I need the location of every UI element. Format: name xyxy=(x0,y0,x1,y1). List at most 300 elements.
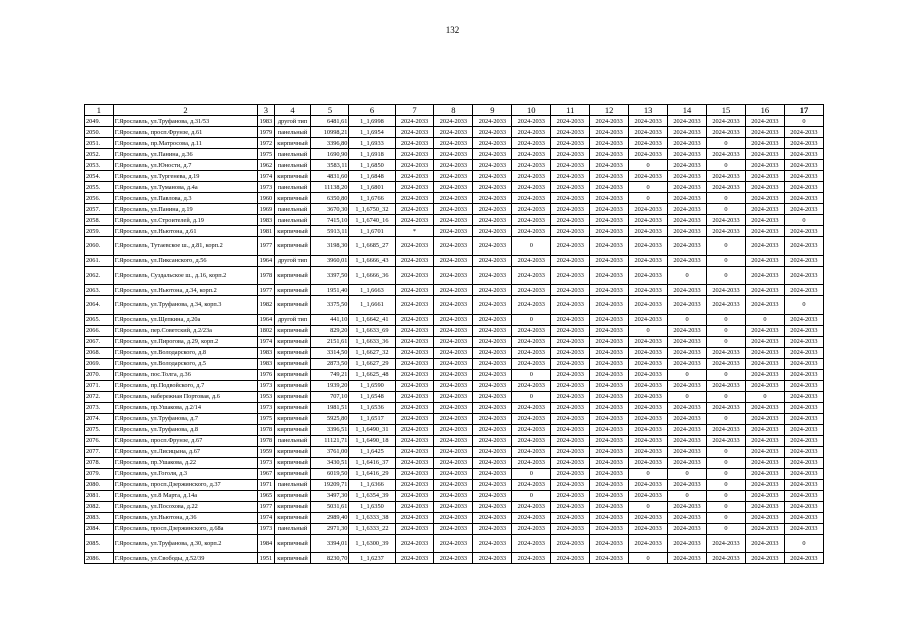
cell-house-code: 1_1,6590 xyxy=(349,380,395,391)
cell-house-code: 1_1,6425 xyxy=(349,446,395,457)
cell-period-9: 2024-2033 xyxy=(473,512,512,523)
table-row xyxy=(85,347,824,358)
cell-address: Г.Ярославль, ул.Тургенева, д.19 xyxy=(113,171,258,182)
cell-period-12: 2024-2033 xyxy=(590,424,629,435)
cell-period-11: 2024-2033 xyxy=(551,255,590,266)
cell-year-built: 1978 xyxy=(258,266,274,285)
cell-period-12: 2024-2033 xyxy=(590,391,629,402)
cell-period-17: 2024-2033 xyxy=(784,226,823,237)
cell-period-10: 2024-2033 xyxy=(512,204,551,215)
cell-period-13: 2024-2033 xyxy=(629,512,668,523)
cell-area: 707,10 xyxy=(311,391,349,402)
cell-period-14: 2024-2033 xyxy=(668,553,707,564)
cell-address: Г.Ярославль, ул.Ньютона, д.61 xyxy=(113,226,258,237)
cell-period-13: 2024-2033 xyxy=(629,347,668,358)
cell-period-8: 2024-2033 xyxy=(434,534,473,553)
cell-period-10: 2024-2033 xyxy=(512,553,551,564)
header-row xyxy=(85,105,824,116)
cell-house-code: 1_1,6633_69 xyxy=(349,325,395,336)
cell-wall-material: кирпичный xyxy=(274,369,311,380)
cell-period-14: 2024-2033 xyxy=(668,336,707,347)
cell-period-12: 2024-2033 xyxy=(590,116,629,127)
cell-period-9: 2024-2033 xyxy=(473,446,512,457)
cell-period-13: 0 xyxy=(629,193,668,204)
cell-year-built: 1974 xyxy=(259,514,273,521)
table-body xyxy=(85,116,824,564)
column-header-10: 10 xyxy=(512,105,551,116)
cell-period-7: 2024-2033 xyxy=(395,424,434,435)
cell-period-13: 0 xyxy=(629,182,668,193)
cell-period-7: 2024-2033 xyxy=(395,369,434,380)
table-row xyxy=(85,391,824,402)
cell-period-9: 2024-2033 xyxy=(473,501,512,512)
table-row xyxy=(85,413,824,424)
cell-house-code: 1_1,6490_31 xyxy=(349,424,395,435)
cell-row-number: 2071. xyxy=(85,380,114,391)
cell-period-16: 2024-2033 xyxy=(745,435,784,446)
cell-period-16: 2024-2033 xyxy=(745,468,784,479)
cell-period-7: 2024-2033 xyxy=(395,116,434,127)
cell-row-number: 2050. xyxy=(85,127,114,138)
cell-house-code: 1_1,6661 xyxy=(349,296,395,315)
cell-area: 11138,20 xyxy=(311,182,349,193)
cell-address: Г.Ярославль, ул.Володарского, д.5 xyxy=(113,358,258,369)
cell-period-17: 2024-2033 xyxy=(784,358,823,369)
cell-period-9: 2024-2033 xyxy=(473,325,512,336)
cell-period-15: 2024-2033 xyxy=(707,402,746,413)
cell-period-7: 2024-2033 xyxy=(395,358,434,369)
table-row xyxy=(85,255,824,266)
cell-row-number: 2055. xyxy=(85,182,114,193)
cell-period-12: 2024-2033 xyxy=(590,160,629,171)
cell-house-code: 1_1,6701 xyxy=(349,226,395,237)
cell-address: Г.Ярославль, ул.Лисицына, д.67 xyxy=(113,446,258,457)
cell-period-10: 0 xyxy=(512,468,551,479)
cell-period-11: 2024-2033 xyxy=(551,237,590,256)
cell-period-16: 2024-2033 xyxy=(745,369,784,380)
cell-house-code: 1_1,6548 xyxy=(349,391,395,402)
table-row xyxy=(85,138,824,149)
cell-area: 19209,71 xyxy=(311,479,349,490)
cell-row-number: 2083. xyxy=(85,512,114,523)
cell-year-built: 1977 xyxy=(259,286,273,294)
cell-address: Г.Ярославль, ул.Панина, д.36 xyxy=(113,149,258,160)
cell-period-16: 2024-2033 xyxy=(745,160,784,171)
table-row xyxy=(85,226,824,237)
cell-house-code: 1_1,6685_27 xyxy=(349,237,395,256)
cell-house-code: 1_1,6333_22 xyxy=(349,523,395,534)
cell-period-8: 2024-2033 xyxy=(434,457,473,468)
cell-row-number: 2052. xyxy=(85,149,114,160)
cell-period-8: 2024-2033 xyxy=(434,325,473,336)
cell-wall-material: панельный xyxy=(274,435,311,446)
cell-period-11: 2024-2033 xyxy=(551,380,590,391)
cell-period-16: 2024-2033 xyxy=(745,446,784,457)
cell-period-14: 2024-2033 xyxy=(668,237,707,256)
cell-year-built: 1978 xyxy=(259,437,273,444)
cell-row-number: 2059. xyxy=(85,226,114,237)
cell-period-7: 2024-2033 xyxy=(395,336,434,347)
cell-period-8: 2024-2033 xyxy=(434,435,473,446)
cell-period-9: 2024-2033 xyxy=(473,138,512,149)
cell-period-14: 2024-2033 xyxy=(668,149,707,160)
cell-period-12: 2024-2033 xyxy=(590,534,629,553)
table-row xyxy=(85,204,824,215)
cell-area: 3960,01 xyxy=(311,255,349,266)
cell-row-number: 2072. xyxy=(85,391,114,402)
cell-period-13: 0 xyxy=(629,501,668,512)
cell-period-13: 2024-2033 xyxy=(629,523,668,534)
cell-period-8: 2024-2033 xyxy=(434,116,473,127)
cell-wall-material: кирпичный xyxy=(274,553,311,564)
cell-period-13: 2024-2033 xyxy=(629,204,668,215)
cell-period-12: 2024-2033 xyxy=(590,501,629,512)
cell-period-13: 2024-2033 xyxy=(629,457,668,468)
cell-period-9: 2024-2033 xyxy=(473,358,512,369)
cell-period-15: 0 xyxy=(707,391,746,402)
cell-period-9: 2024-2033 xyxy=(473,193,512,204)
cell-period-15: 2024-2033 xyxy=(707,296,746,315)
cell-period-16: 2024-2033 xyxy=(745,116,784,127)
cell-period-17: 2024-2033 xyxy=(784,127,823,138)
cell-house-code: 1_1,6416_29 xyxy=(349,468,395,479)
cell-area: 3397,50 xyxy=(311,266,349,285)
cell-period-7: 2024-2033 xyxy=(395,446,434,457)
table-row xyxy=(85,479,824,490)
cell-period-8: 2024-2033 xyxy=(434,424,473,435)
cell-period-15: 0 xyxy=(707,204,746,215)
cell-period-8: 2024-2033 xyxy=(434,402,473,413)
cell-period-16: 2024-2033 xyxy=(745,347,784,358)
cell-period-10: 2024-2033 xyxy=(512,193,551,204)
cell-period-15: 0 xyxy=(707,369,746,380)
cell-period-13: 2024-2033 xyxy=(629,446,668,457)
cell-house-code: 1_1,6740_16 xyxy=(349,215,395,226)
cell-house-code: 1_1,6848 xyxy=(349,171,395,182)
cell-period-17: 2024-2033 xyxy=(784,457,823,468)
cell-period-12: 2024-2033 xyxy=(590,182,629,193)
column-header-5: 5 xyxy=(311,105,349,116)
cell-period-10: 2024-2033 xyxy=(512,255,551,266)
cell-wall-material: кирпичный xyxy=(274,296,311,315)
cell-period-7: 2024-2033 xyxy=(395,501,434,512)
table-row xyxy=(85,237,824,256)
cell-period-16: 2024-2033 xyxy=(745,490,784,501)
cell-row-number: 2069. xyxy=(85,358,114,369)
cell-period-17: 2024-2033 xyxy=(784,553,823,564)
cell-period-10: 2024-2033 xyxy=(512,296,551,315)
cell-period-15: 2024-2033 xyxy=(707,171,746,182)
cell-period-17: 2024-2033 xyxy=(784,468,823,479)
cell-wall-material: кирпичный xyxy=(274,512,311,523)
cell-period-9: 2024-2033 xyxy=(473,479,512,490)
cell-period-14: 0 xyxy=(668,490,707,501)
cell-period-7: 2024-2033 xyxy=(395,457,434,468)
cell-period-17: 2024-2033 xyxy=(784,523,823,534)
cell-house-code: 1_1,6954 xyxy=(349,127,395,138)
cell-wall-material: панельный xyxy=(274,204,311,215)
cell-area: 5031,61 xyxy=(311,501,349,512)
cell-period-17: 2024-2033 xyxy=(784,446,823,457)
cell-period-10: 2024-2033 xyxy=(512,512,551,523)
cell-period-11: 2024-2033 xyxy=(551,501,590,512)
cell-period-7: 2024-2033 xyxy=(395,402,434,413)
cell-period-15: 2024-2033 xyxy=(707,358,746,369)
cell-area: 10998,21 xyxy=(311,127,349,138)
cell-period-15: 2024-2033 xyxy=(707,435,746,446)
cell-period-17: 2024-2033 xyxy=(784,347,823,358)
cell-period-17: 2024-2033 xyxy=(784,501,823,512)
cell-address: Г.Ярославль, пр.Ушакова, д.2/14 xyxy=(113,402,258,413)
cell-period-11: 2024-2033 xyxy=(551,468,590,479)
cell-area: 8230,70 xyxy=(311,553,349,564)
column-header-12: 12 xyxy=(590,105,629,116)
cell-wall-material: кирпичный xyxy=(274,424,311,435)
cell-address: Г.Ярославль, просп.Дзержинского, д.68а xyxy=(113,523,258,534)
cell-period-12: 2024-2033 xyxy=(590,296,629,315)
cell-period-16: 0 xyxy=(745,314,784,325)
cell-period-9: 2024-2033 xyxy=(473,553,512,564)
cell-row-number: 2080. xyxy=(85,479,114,490)
cell-period-11: 2024-2033 xyxy=(551,553,590,564)
page-number: 132 xyxy=(445,25,460,35)
cell-wall-material: кирпичный xyxy=(274,325,311,336)
cell-period-13: 0 xyxy=(629,160,668,171)
cell-address: Г.Ярославль, набережная Портовая, д.6 xyxy=(113,391,258,402)
table-row xyxy=(85,512,824,523)
cell-wall-material: кирпичный xyxy=(274,138,311,149)
cell-wall-material: другой тип xyxy=(274,116,311,127)
cell-address: Г.Ярославль, пр.Ушакова, д.22 xyxy=(113,457,258,468)
cell-period-15: 0 xyxy=(707,413,746,424)
cell-address: Г.Ярославль, ул.Гоголя, д.3 xyxy=(113,468,258,479)
cell-period-13: 2024-2033 xyxy=(629,296,668,315)
cell-period-10: 2024-2033 xyxy=(512,457,551,468)
column-header-13: 13 xyxy=(629,105,668,116)
cell-period-17: 2024-2033 xyxy=(784,255,823,266)
cell-period-12: 2024-2033 xyxy=(590,369,629,380)
cell-period-13: 2024-2033 xyxy=(629,490,668,501)
cell-period-16: 2024-2033 xyxy=(745,358,784,369)
column-header-8: 8 xyxy=(434,105,473,116)
cell-period-12: 2024-2033 xyxy=(590,266,629,285)
cell-wall-material: кирпичный xyxy=(274,237,311,256)
cell-period-7: 2024-2033 xyxy=(395,138,434,149)
cell-house-code: 1_1,6633_36 xyxy=(349,336,395,347)
cell-period-9: 2024-2033 xyxy=(473,457,512,468)
cell-period-16: 2024-2033 xyxy=(745,182,784,193)
cell-period-12: 2024-2033 xyxy=(590,171,629,182)
cell-period-10: 0 xyxy=(512,314,551,325)
cell-period-17: 2024-2033 xyxy=(784,285,823,296)
cell-house-code: 1_1,6642_41 xyxy=(349,314,395,325)
cell-period-8: 2024-2033 xyxy=(434,446,473,457)
cell-row-number: 2063. xyxy=(85,285,114,296)
cell-wall-material: кирпичный xyxy=(274,402,311,413)
cell-period-14: 2024-2033 xyxy=(668,182,707,193)
cell-period-12: 2024-2033 xyxy=(590,358,629,369)
cell-address: Г.Ярославль, ул.Пиксанского, д.56 xyxy=(113,255,258,266)
cell-period-14: 2024-2033 xyxy=(668,512,707,523)
cell-period-14: 2024-2033 xyxy=(668,347,707,358)
cell-period-7: 2024-2033 xyxy=(395,285,434,296)
cell-period-7: 2024-2033 xyxy=(395,512,434,523)
cell-address: Г.Ярославль, просп.Фрунзе, д.67 xyxy=(113,435,258,446)
table-row xyxy=(85,457,824,468)
column-header-9: 9 xyxy=(473,105,512,116)
cell-house-code: 1_1,6536 xyxy=(349,402,395,413)
cell-period-10: 2024-2033 xyxy=(512,523,551,534)
cell-period-17: 2024-2033 xyxy=(784,413,823,424)
cell-area: 3394,01 xyxy=(311,534,349,553)
cell-period-16: 2024-2033 xyxy=(745,285,784,296)
column-header-16: 16 xyxy=(745,105,784,116)
cell-row-number: 2068. xyxy=(85,347,114,358)
cell-row-number: 2061. xyxy=(85,255,114,266)
cell-period-8: 2024-2033 xyxy=(434,127,473,138)
cell-period-12: 2024-2033 xyxy=(590,435,629,446)
cell-year-built: 1965 xyxy=(259,492,273,499)
cell-period-15: 2024-2033 xyxy=(707,215,746,226)
cell-period-9: 2024-2033 xyxy=(473,285,512,296)
cell-wall-material: панельный xyxy=(274,479,311,490)
cell-year-built: 1962 xyxy=(259,161,273,169)
cell-area: 6019,50 xyxy=(311,468,349,479)
cell-area: 3670,30 xyxy=(311,204,349,215)
cell-area: 1939,20 xyxy=(311,380,349,391)
cell-period-15: 2024-2033 xyxy=(707,380,746,391)
cell-period-9: 2024-2033 xyxy=(473,127,512,138)
cell-period-17: 2024-2033 xyxy=(784,266,823,285)
cell-period-12: 2024-2033 xyxy=(590,255,629,266)
cell-period-8: 2024-2033 xyxy=(434,182,473,193)
cell-period-7: 2024-2033 xyxy=(395,171,434,182)
cell-period-11: 2024-2033 xyxy=(551,435,590,446)
cell-address: Г.Ярославль, ул.Панина, д.19 xyxy=(113,204,258,215)
cell-period-17: 2024-2033 xyxy=(784,325,823,336)
cell-period-14: 0 xyxy=(668,266,707,285)
cell-period-15: 2024-2033 xyxy=(707,127,746,138)
cell-period-9: 2024-2033 xyxy=(473,523,512,534)
cell-period-7: 2024-2033 xyxy=(395,296,434,315)
cell-period-10: 0 xyxy=(512,490,551,501)
cell-row-number: 2084. xyxy=(85,523,114,534)
table-row xyxy=(85,182,824,193)
cell-period-8: 2024-2033 xyxy=(434,490,473,501)
cell-wall-material: кирпичный xyxy=(274,391,311,402)
cell-period-10: 2024-2033 xyxy=(512,325,551,336)
cell-period-15: 0 xyxy=(707,160,746,171)
table-row xyxy=(85,424,824,435)
cell-period-8: 2024-2033 xyxy=(434,138,473,149)
cell-period-8: 2024-2033 xyxy=(434,413,473,424)
cell-period-7: 2024-2033 xyxy=(395,479,434,490)
cell-row-number: 2060. xyxy=(85,237,114,256)
cell-row-number: 2066. xyxy=(85,325,114,336)
cell-period-9: 2024-2033 xyxy=(473,182,512,193)
cell-period-12: 2024-2033 xyxy=(590,413,629,424)
cell-address: Г.Ярославль, ул.Труфанова, д.31/53 xyxy=(113,116,258,127)
cell-house-code: 1_1,6933 xyxy=(349,138,395,149)
cell-wall-material: панельный xyxy=(274,182,311,193)
cell-area: 2971,30 xyxy=(311,523,349,534)
cell-period-7: 2024-2033 xyxy=(395,127,434,138)
cell-period-9: 2024-2033 xyxy=(473,226,512,237)
cell-period-13: 2024-2033 xyxy=(629,380,668,391)
cell-period-13: 0 xyxy=(629,325,668,336)
cell-period-8: 2024-2033 xyxy=(434,501,473,512)
cell-period-12: 2024-2033 xyxy=(590,149,629,160)
cell-period-12: 2024-2033 xyxy=(590,204,629,215)
cell-period-10: 2024-2033 xyxy=(512,266,551,285)
column-header-6: 6 xyxy=(349,105,395,116)
cell-period-17: 2024-2033 xyxy=(784,160,823,171)
cell-year-built: 1969 xyxy=(259,205,273,213)
cell-house-code: 1_1,6666_36 xyxy=(349,266,395,285)
cell-period-7: 2024-2033 xyxy=(395,435,434,446)
table-row xyxy=(85,266,824,285)
cell-house-code: 1_1,6237 xyxy=(349,553,395,564)
cell-address: Г.Ярославль, ул.Труфанова, д.8 xyxy=(113,424,258,435)
cell-year-built: 1979 xyxy=(259,128,273,136)
cell-period-17: 2024-2033 xyxy=(784,424,823,435)
table-row xyxy=(85,336,824,347)
cell-period-14: 2024-2033 xyxy=(668,138,707,149)
cell-area: 11121,71 xyxy=(311,435,349,446)
cell-period-13: 2024-2033 xyxy=(629,266,668,285)
cell-period-9: 2024-2033 xyxy=(473,347,512,358)
cell-address: Г.Ярославль, пр.Подвойского, д.7 xyxy=(113,380,258,391)
column-header-17: 17 xyxy=(784,105,823,116)
cell-wall-material: другой тип xyxy=(274,255,311,266)
cell-row-number: 2086. xyxy=(85,553,114,564)
cell-period-11: 2024-2033 xyxy=(551,479,590,490)
table-row xyxy=(85,553,824,564)
cell-period-15: 2024-2033 xyxy=(707,226,746,237)
cell-period-11: 2024-2033 xyxy=(551,127,590,138)
cell-period-11: 2024-2033 xyxy=(551,413,590,424)
cell-period-13: 2024-2033 xyxy=(629,391,668,402)
cell-house-code: 1_1,6333_38 xyxy=(349,512,395,523)
cell-year-built: 1964 xyxy=(259,257,273,264)
cell-row-number: 2064. xyxy=(85,296,114,315)
cell-period-8: 2024-2033 xyxy=(434,512,473,523)
cell-period-15: 0 xyxy=(707,193,746,204)
cell-wall-material: кирпичный xyxy=(274,266,311,285)
cell-period-12: 2024-2033 xyxy=(590,127,629,138)
cell-period-9: 2024-2033 xyxy=(473,369,512,380)
cell-period-11: 2024-2033 xyxy=(551,336,590,347)
cell-address: Г.Ярославль, Тутаевское ш., д.81, корп.2 xyxy=(113,237,258,256)
cell-period-11: 2024-2033 xyxy=(551,204,590,215)
table-row xyxy=(85,296,824,315)
cell-period-14: 2024-2033 xyxy=(668,215,707,226)
cell-period-16: 2024-2033 xyxy=(745,226,784,237)
cell-period-9: 2024-2033 xyxy=(473,204,512,215)
cell-period-9: 2024-2033 xyxy=(473,296,512,315)
cell-period-7: 2024-2033 xyxy=(395,490,434,501)
cell-period-16: 2024-2033 xyxy=(745,204,784,215)
cell-address: Г.Ярославль, пр.Матросова, д.11 xyxy=(113,138,258,149)
cell-period-17: 2024-2033 xyxy=(784,479,823,490)
cell-period-8: 2024-2033 xyxy=(434,369,473,380)
table-row xyxy=(85,160,824,171)
cell-period-14: 2024-2033 xyxy=(668,325,707,336)
cell-period-13: 2024-2033 xyxy=(629,138,668,149)
cell-wall-material: кирпичный xyxy=(274,380,311,391)
cell-period-17: 0 xyxy=(784,215,823,226)
cell-row-number: 2057. xyxy=(85,204,114,215)
